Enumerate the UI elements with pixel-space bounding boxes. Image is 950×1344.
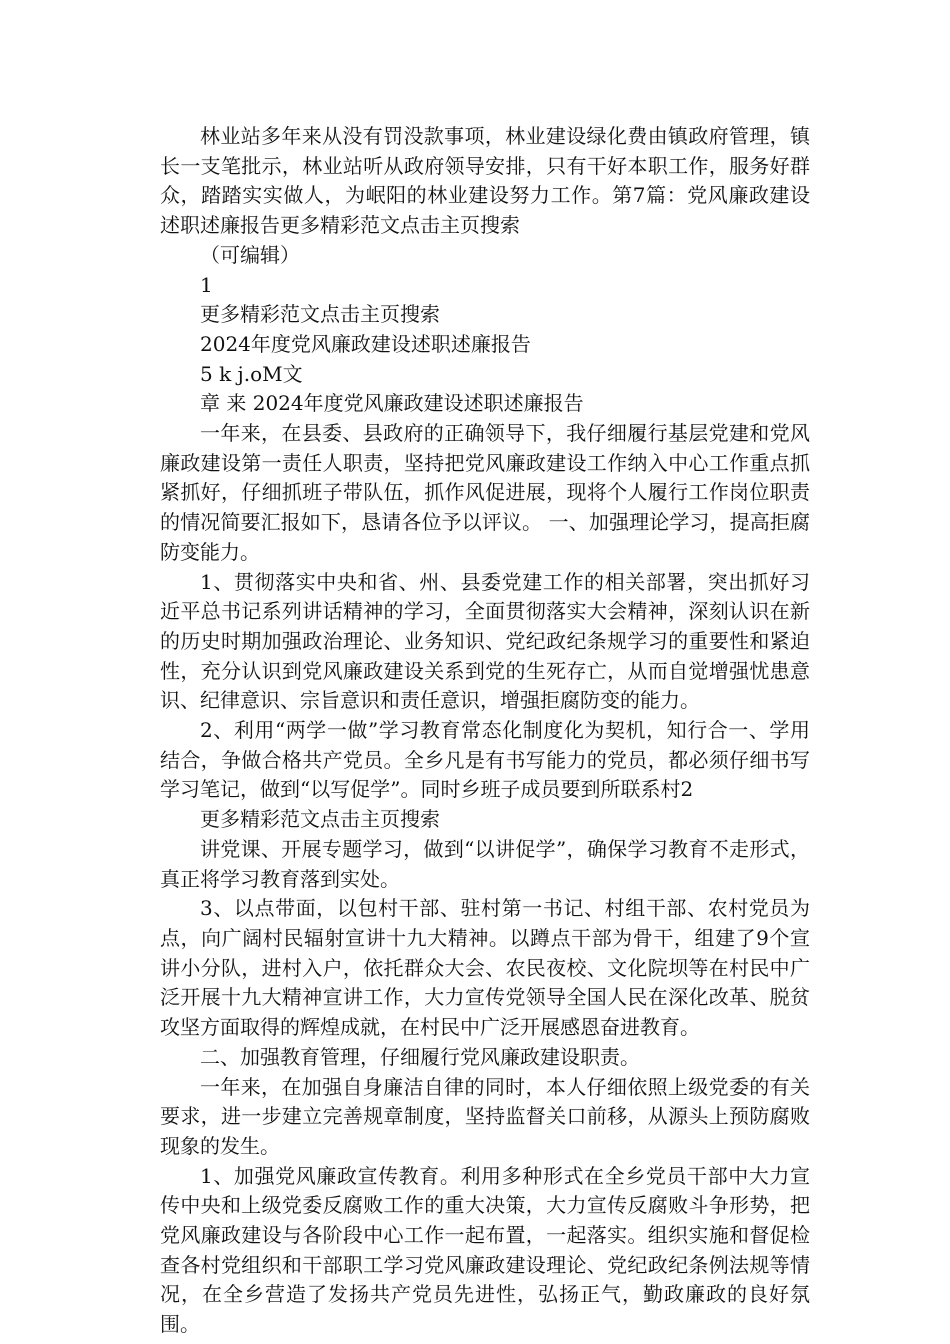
- editable-note: （可编辑）: [200, 242, 300, 267]
- paragraph-forestry-station: 林业站多年来从没有罚没款事项，林业建设绿化费由镇政府管理，镇长一支笔批示，林业站听从政府领导安排，只有干好本职工作，服务好群众，踏踏实实做人，为岷阳的林业建设努力工作。第7篇：党风廉政建设述职述廉报告更多精彩范文点击主页搜索: [160, 124, 810, 238]
- paragraph-intro: 一年来，在县委、县政府的正确领导下，我仔细履行基层党建和党风廉政建设第一责任人职责，坚持把党风廉政建设工作纳入中心工作重点抓紧抓好，仔细抓班子带队伍，抓作风促进展，现将个人履行工作岗位职责的情况简要汇报如下，恳请各位予以评议。 一、加强理论学习，提高拒腐防变能力。: [160, 421, 810, 564]
- report-title-repeat: 章 来 2024年度党风廉政建设述职述廉报告: [200, 391, 584, 416]
- paragraph-party-lecture: 讲党课、开展专题学习，做到“以讲促学”，确保学习教育不走形式，真正将学习教育落到实处。: [160, 836, 810, 891]
- section-heading-2: 二、加强教育管理，仔细履行党风廉政建设职责。: [200, 1044, 640, 1069]
- paragraph-item-1: 1、贯彻落实中央和省、州、县委党建工作的相关部署，突出抓好习近平总书记系列讲话精神的学习，全面贯彻落实大会精神，深刻认识在新的历史时期加强政治理论、业务知识、党纪政纪条规学习的重要性和紧迫性，充分认识到党风廉政建设关系到党的生死存亡，从而自觉增强忧患意识、纪律意识、宗旨意识和责任意识，增强拒腐防变的能力。: [160, 569, 810, 713]
- report-title: 2024年度党风廉政建设述职述廉报告: [200, 331, 531, 356]
- page-number-1: 1: [200, 272, 213, 297]
- promo-line-2: 更多精彩范文点击主页搜索: [200, 807, 440, 832]
- watermark-text: 5 k j.oM文: [200, 361, 303, 386]
- paragraph-item-2: 2、利用“两学一做”学习教育常态化制度化为契机，知行合一、学用结合，争做合格共产党员。全乡凡是有书写能力的党员，都必须仔细书写学习笔记，做到“以写促学”。同时乡班子成员要到所联系村2: [160, 718, 810, 802]
- paragraph-year-review: 一年来，在加强自身廉洁自律的同时，本人仔细依照上级党委的有关要求，进一步建立完善规章制度，坚持监督关口前移，从源头上预防腐败现象的发生。: [160, 1074, 810, 1158]
- paragraph-item-3: 3、以点带面，以包村干部、驻村第一书记、村组干部、农村党员为点，向广阔村民辐射宣讲十九大精神。以蹲点干部为骨干，组建了9个宣讲小分队，进村入户，依托群众大会、农民夜校、文化院坝等在村民中广泛开展十九大精神宣讲工作，大力宣传党领导全国人民在深化改革、脱贫攻坚方面取得的辉煌成就，在村民中广泛开展感恩奋进教育。: [160, 896, 810, 1040]
- paragraph-education: 1、加强党风廉政宣传教育。利用多种形式在全乡党员干部中大力宣传中央和上级党委反腐败工作的重大决策，大力宣传反腐败斗争形势，把党风廉政建设与各阶段中心工作一起布置，一起落实。组织实施和督促检查各村党组织和干部职工学习党风廉政建设理论、党纪政纪条例法规等情况，在全乡营造了发扬共产党员先进性，弘扬正气，勤政廉政的良好氛围。: [160, 1163, 810, 1337]
- promo-line: 更多精彩范文点击主页搜索: [200, 302, 440, 327]
- document-body: [160, 122, 810, 1340]
